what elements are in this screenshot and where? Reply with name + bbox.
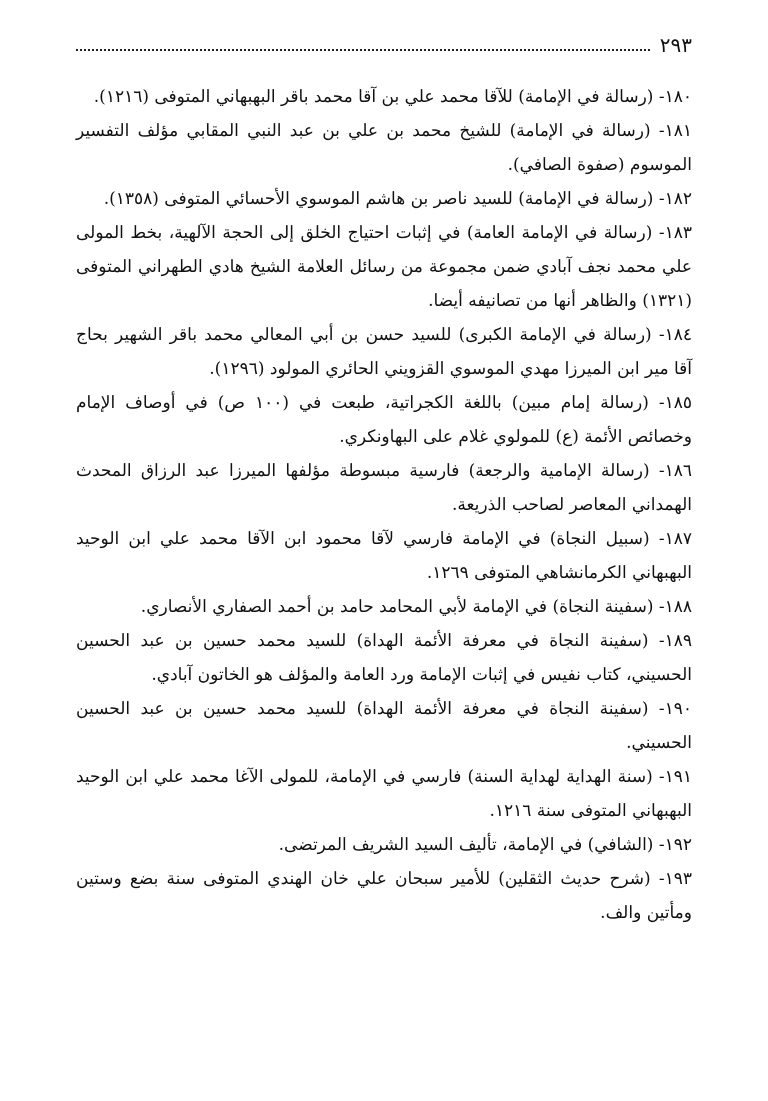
list-item: ١٨٢- (رسالة في الإمامة) للسيد ناصر بن هاشم الموسوي الأحسائي المتوفى (١٣٥٨). bbox=[103, 189, 692, 209]
list-item: ١٨٥- (رسالة إمام مبين) باللغة الكجراتية، طبعت في (١٠٠ ص) في أوصاف الإمام وخصائص الأئمة (ع) للمولوي غلام على البهاونكري. bbox=[76, 393, 693, 447]
page-header bbox=[76, 28, 692, 62]
list-item: ١٩٠- (سفينة النجاة في معرفة الأئمة الهداة) للسيد محمد حسين بن عبد الحسين الحسيني. bbox=[76, 699, 692, 753]
page-number: ٢٩٣ bbox=[659, 33, 692, 57]
list-item: ١٨٧- (سبيل النجاة) في الإمامة فارسي لآقا محمود ابن الآقا محمد علي ابن الوحيد البهبهاني الكرمانشاهي المتوفى ١٢٦٩. bbox=[76, 529, 692, 583]
list-item: ١٨١- (رسالة في الإمامة) للشيخ محمد بن علي بن عبد النبي المقابي مؤلف التفسير الموسوم (صفوة الصافي). bbox=[76, 121, 692, 175]
list-item: ١٩٢- (الشافي) في الإمامة، تأليف السيد الشريف المرتضى. bbox=[278, 835, 692, 855]
list-item: ١٨٣- (رسالة في الإمامة العامة) في إثبات احتياج الخلق إلى الحجة الآلهية، بخط المولى علي محمد نجف آبادي ضمن مجموعة من رسائل العلامة الشيخ هادي الطهراني المتوفى (١٣٢١) والظاهر أنها من تصانيفه أيضا. bbox=[76, 223, 692, 311]
entry-list bbox=[76, 80, 692, 930]
header-dotted-rule bbox=[76, 49, 650, 51]
list-item: ١٨٤- (رسالة في الإمامة الكبرى) للسيد حسن بن أبي المعالي محمد باقر الشهير بحاج آقا مير ابن الميرزا مهدي الموسوي القزويني الحائري المولود (١٢٩٦). bbox=[76, 325, 692, 379]
list-item: ١٨٩- (سفينة النجاة في معرفة الأئمة الهداة) للسيد محمد حسين بن عبد الحسين الحسيني، كتاب نفيس في إثبات الإمامة ورد العامة والمؤلف هو الخاتون آبادي. bbox=[76, 631, 692, 685]
list-item: ١٩١- (سنة الهداية لهداية السنة) فارسي في الإمامة، للمولى الآغا محمد علي ابن الوحيد البهبهاني المتوفى سنة ١٢١٦. bbox=[76, 767, 692, 821]
list-item: ١٨٦- (رسالة الإمامية والرجعة) فارسية مبسوطة مؤلفها الميرزا عبد الرزاق المحدث الهمداني المعاصر لصاحب الذريعة. bbox=[76, 461, 692, 515]
list-item: ١٨٠- (رسالة في الإمامة) للآقا محمد علي بن آقا محمد باقر البهبهاني المتوفى (١٢١٦). bbox=[93, 87, 692, 107]
list-item: ١٨٨- (سفينة النجاة) في الإمامة لأبي المحامد حامد بن أحمد الصفاري الأنصاري. bbox=[140, 597, 692, 617]
list-item: ١٩٣- (شرح حديث الثقلين) للأمير سبحان علي خان الهندي المتوفى سنة بضع وستين ومأتين والف. bbox=[76, 869, 692, 923]
